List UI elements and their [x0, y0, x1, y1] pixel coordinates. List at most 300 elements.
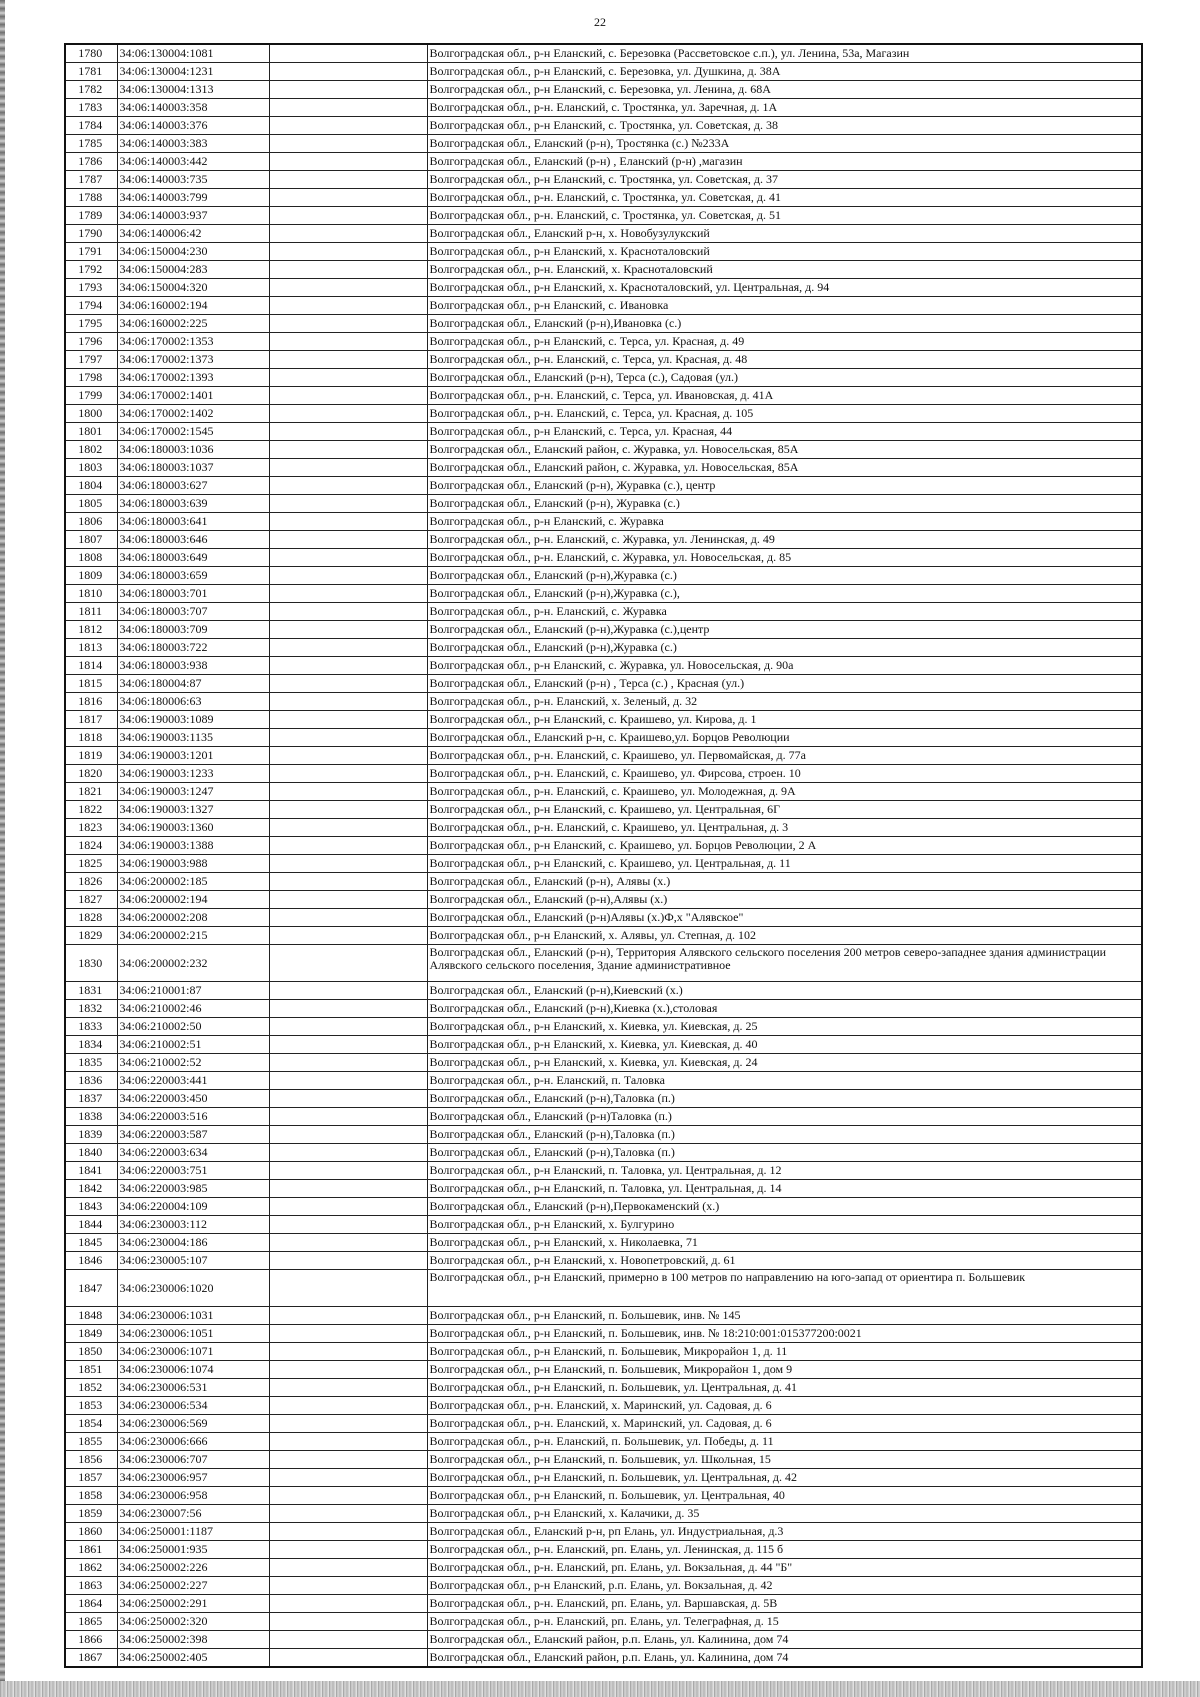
cadastral-number-cell: 34:06:230003:112	[117, 1216, 269, 1234]
table-row	[65, 1523, 1142, 1541]
cadastral-number-cell: 34:06:180003:701	[117, 585, 269, 603]
address-cell: Волгоградская обл., р-н Еланский, с. Тростянка, ул. Советская, д. 37	[427, 171, 1142, 189]
table-row	[65, 387, 1142, 405]
cadastral-number-cell: 34:06:230006:957	[117, 1469, 269, 1487]
row-number-cell: 1844	[65, 1216, 117, 1234]
table-row	[65, 639, 1142, 657]
address-cell: Волгоградская обл., р-н Еланский, п. Большевик, инв. № 145	[427, 1307, 1142, 1325]
cadastral-number-cell: 34:06:180003:1037	[117, 459, 269, 477]
row-number-cell: 1852	[65, 1379, 117, 1397]
blank-column-cell	[269, 1577, 427, 1595]
address-cell: Волгоградская обл., Еланский (р-н),Журавка (с.),	[427, 585, 1142, 603]
table-row	[65, 945, 1142, 982]
address-cell: Волгоградская обл., р-н. Еланский, с. Терса, ул. Ивановская, д. 41А	[427, 387, 1142, 405]
address-cell: Волгоградская обл., Еланский (р-н),Киевский (х.)	[427, 982, 1142, 1000]
cadastral-number-cell: 34:06:230006:1020	[117, 1270, 269, 1307]
cadastral-number-cell: 34:06:230006:531	[117, 1379, 269, 1397]
row-number-cell: 1822	[65, 801, 117, 819]
cadastral-number-cell: 34:06:160002:225	[117, 315, 269, 333]
table-row	[65, 1198, 1142, 1216]
row-number-cell: 1807	[65, 531, 117, 549]
blank-column-cell	[269, 1234, 427, 1252]
cadastral-number-cell: 34:06:200002:208	[117, 909, 269, 927]
table-row	[65, 1613, 1142, 1631]
row-number-cell: 1811	[65, 603, 117, 621]
address-cell: Волгоградская обл., р-н. Еланский, с. Тростянка, ул. Советская, д. 51	[427, 207, 1142, 225]
cadastral-number-cell: 34:06:130004:1231	[117, 63, 269, 81]
blank-column-cell	[269, 1108, 427, 1126]
blank-column-cell	[269, 1090, 427, 1108]
blank-column-cell	[269, 1036, 427, 1054]
table-row	[65, 873, 1142, 891]
row-number-cell: 1860	[65, 1523, 117, 1541]
address-cell: Волгоградская обл., р-н Еланский, х. Алявы, ул. Степная, д. 102	[427, 927, 1142, 945]
blank-column-cell	[269, 1415, 427, 1433]
address-cell: Волгоградская обл., р-н Еланский, п. Большевик, ул. Школьная, 15	[427, 1451, 1142, 1469]
blank-column-cell	[269, 909, 427, 927]
blank-column-cell	[269, 1397, 427, 1415]
row-number-cell: 1791	[65, 243, 117, 261]
row-number-cell: 1824	[65, 837, 117, 855]
blank-column-cell	[269, 99, 427, 117]
table-row	[65, 837, 1142, 855]
table-row	[65, 1126, 1142, 1144]
row-number-cell: 1836	[65, 1072, 117, 1090]
cadastral-number-cell: 34:06:170002:1402	[117, 405, 269, 423]
address-cell: Волгоградская обл., р-н. Еланский, с. Краишево, ул. Центральная, д. 3	[427, 819, 1142, 837]
address-cell: Волгоградская обл., р-н Еланский, с. Ивановка	[427, 297, 1142, 315]
table-row	[65, 657, 1142, 675]
address-cell: Волгоградская обл., р-н Еланский, п. Таловка, ул. Центральная, д. 14	[427, 1180, 1142, 1198]
row-number-cell: 1786	[65, 153, 117, 171]
address-cell: Волгоградская обл., р-н. Еланский, х. Зеленый, д. 32	[427, 693, 1142, 711]
blank-column-cell	[269, 621, 427, 639]
blank-column-cell	[269, 873, 427, 891]
row-number-cell: 1866	[65, 1631, 117, 1649]
table-row	[65, 1595, 1142, 1613]
table-row	[65, 675, 1142, 693]
address-cell: Волгоградская обл., р-н Еланский, с. Журавка	[427, 513, 1142, 531]
address-cell: Волгоградская обл., р-н Еланский, с. Журавка, ул. Новосельская, д. 90а	[427, 657, 1142, 675]
address-cell: Волгоградская обл., р-н Еланский, с. Березовка, ул. Душкина, д. 38А	[427, 63, 1142, 81]
table-row	[65, 1162, 1142, 1180]
address-cell: Волгоградская обл., Еланский (р-н), Тростянка (с.) №233А	[427, 135, 1142, 153]
address-cell: Волгоградская обл., Еланский (р-н) , Терса (с.) , Красная (ул.)	[427, 675, 1142, 693]
blank-column-cell	[269, 189, 427, 207]
cadastral-number-cell: 34:06:210001:87	[117, 982, 269, 1000]
table-row	[65, 369, 1142, 387]
cadastral-number-cell: 34:06:140003:383	[117, 135, 269, 153]
address-cell: Волгоградская обл., р-н. Еланский, с. Журавка	[427, 603, 1142, 621]
row-number-cell: 1783	[65, 99, 117, 117]
row-number-cell: 1862	[65, 1559, 117, 1577]
row-number-cell: 1864	[65, 1595, 117, 1613]
row-number-cell: 1849	[65, 1325, 117, 1343]
cadastral-number-cell: 34:06:210002:50	[117, 1018, 269, 1036]
row-number-cell: 1785	[65, 135, 117, 153]
row-number-cell: 1813	[65, 639, 117, 657]
row-number-cell: 1797	[65, 351, 117, 369]
cadastral-number-cell: 34:06:220004:109	[117, 1198, 269, 1216]
cadastral-number-cell: 34:06:140003:735	[117, 171, 269, 189]
cadastral-number-cell: 34:06:230005:107	[117, 1252, 269, 1270]
blank-column-cell	[269, 1613, 427, 1631]
address-cell: Волгоградская обл., Еланский район, р.п. Елань, ул. Калинина, дом 74	[427, 1649, 1142, 1668]
address-cell: Волгоградская обл., р-н Еланский, примерно в 100 метров по направлению на юго-запад от ориентира п. Большевик	[427, 1270, 1142, 1307]
blank-column-cell	[269, 1325, 427, 1343]
cadastral-number-cell: 34:06:180006:63	[117, 693, 269, 711]
table-row	[65, 1216, 1142, 1234]
address-cell: Волгоградская обл., Еланский (р-н)Таловка (п.)	[427, 1108, 1142, 1126]
address-cell: Волгоградская обл., р-н. Еланский, п. Большевик, ул. Победы, д. 11	[427, 1433, 1142, 1451]
row-number-cell: 1853	[65, 1397, 117, 1415]
row-number-cell: 1835	[65, 1054, 117, 1072]
address-cell: Волгоградская обл., р-н. Еланский, рп. Елань, ул. Ленинская, д. 115 б	[427, 1541, 1142, 1559]
row-number-cell: 1794	[65, 297, 117, 315]
blank-column-cell	[269, 693, 427, 711]
cadastral-number-cell: 34:06:230006:534	[117, 1397, 269, 1415]
address-cell: Волгоградская обл., р-н Еланский, х. Булгурино	[427, 1216, 1142, 1234]
row-number-cell: 1842	[65, 1180, 117, 1198]
row-number-cell: 1856	[65, 1451, 117, 1469]
address-cell: Волгоградская обл., Еланский р-н, с. Краишево,ул. Борцов Революции	[427, 729, 1142, 747]
cadastral-number-cell: 34:06:190003:1089	[117, 711, 269, 729]
table-row	[65, 1000, 1142, 1018]
address-cell: Волгоградская обл., р-н Еланский, п. Большевик, инв. № 18:210:001:015377200:0021	[427, 1325, 1142, 1343]
blank-column-cell	[269, 1343, 427, 1361]
table-row	[65, 1649, 1142, 1668]
cadastral-number-cell: 34:06:230006:1074	[117, 1361, 269, 1379]
blank-column-cell	[269, 513, 427, 531]
table-row	[65, 315, 1142, 333]
cadastral-number-cell: 34:06:180003:1036	[117, 441, 269, 459]
blank-column-cell	[269, 243, 427, 261]
blank-column-cell	[269, 531, 427, 549]
table-row	[65, 819, 1142, 837]
address-cell: Волгоградская обл., р-н Еланский, п. Большевик, ул. Центральная, д. 42	[427, 1469, 1142, 1487]
table-row	[65, 405, 1142, 423]
cadastral-number-cell: 34:06:220003:441	[117, 1072, 269, 1090]
blank-column-cell	[269, 135, 427, 153]
blank-column-cell	[269, 117, 427, 135]
cadastral-number-cell: 34:06:250002:227	[117, 1577, 269, 1595]
table-row	[65, 1325, 1142, 1343]
cadastral-number-cell: 34:06:220003:985	[117, 1180, 269, 1198]
table-row	[65, 153, 1142, 171]
table-row	[65, 585, 1142, 603]
blank-column-cell	[269, 801, 427, 819]
row-number-cell: 1851	[65, 1361, 117, 1379]
table-row	[65, 801, 1142, 819]
row-number-cell: 1809	[65, 567, 117, 585]
table-row	[65, 351, 1142, 369]
cadastral-number-cell: 34:06:140003:937	[117, 207, 269, 225]
table-row	[65, 693, 1142, 711]
row-number-cell: 1833	[65, 1018, 117, 1036]
cadastral-number-cell: 34:06:230006:707	[117, 1451, 269, 1469]
table-row	[65, 1234, 1142, 1252]
row-number-cell: 1826	[65, 873, 117, 891]
blank-column-cell	[269, 405, 427, 423]
row-number-cell: 1830	[65, 945, 117, 982]
blank-column-cell	[269, 567, 427, 585]
row-number-cell: 1802	[65, 441, 117, 459]
row-number-cell: 1843	[65, 1198, 117, 1216]
table-row	[65, 1361, 1142, 1379]
row-number-cell: 1819	[65, 747, 117, 765]
blank-column-cell	[269, 387, 427, 405]
cadastral-number-cell: 34:06:180003:627	[117, 477, 269, 495]
row-number-cell: 1808	[65, 549, 117, 567]
blank-column-cell	[269, 207, 427, 225]
blank-column-cell	[269, 1162, 427, 1180]
blank-column-cell	[269, 1505, 427, 1523]
row-number-cell: 1859	[65, 1505, 117, 1523]
row-number-cell: 1789	[65, 207, 117, 225]
blank-column-cell	[269, 1018, 427, 1036]
cadastral-number-cell: 34:06:150004:283	[117, 261, 269, 279]
address-cell: Волгоградская обл., Еланский район, с. Журавка, ул. Новосельская, 85А	[427, 441, 1142, 459]
row-number-cell: 1810	[65, 585, 117, 603]
address-cell: Волгоградская обл., Еланский (р-н), Терса (с.), Садовая (ул.)	[427, 369, 1142, 387]
table-row	[65, 459, 1142, 477]
row-number-cell: 1855	[65, 1433, 117, 1451]
cadastral-number-cell: 34:06:140003:442	[117, 153, 269, 171]
table-row	[65, 81, 1142, 99]
table-row	[65, 549, 1142, 567]
table-row	[65, 982, 1142, 1000]
address-cell: Волгоградская обл., р-н. Еланский, с. Журавка, ул. Новосельская, д. 85	[427, 549, 1142, 567]
row-number-cell: 1821	[65, 783, 117, 801]
table-row	[65, 1252, 1142, 1270]
address-cell: Волгоградская обл., р-н. Еланский, с. Терса, ул. Красная, д. 105	[427, 405, 1142, 423]
address-cell: Волгоградская обл., р-н Еланский, п. Большевик, Микрорайон 1, дом 9	[427, 1361, 1142, 1379]
cadastral-number-cell: 34:06:230006:569	[117, 1415, 269, 1433]
address-cell: Волгоградская обл., Еланский (р-н),Первокаменский (х.)	[427, 1198, 1142, 1216]
table-row	[65, 1054, 1142, 1072]
blank-column-cell	[269, 675, 427, 693]
blank-column-cell	[269, 1126, 427, 1144]
table-row	[65, 1379, 1142, 1397]
blank-column-cell	[269, 1252, 427, 1270]
cadastral-number-cell: 34:06:220003:516	[117, 1108, 269, 1126]
address-cell: Волгоградская обл., Еланский (р-н), Территория Алявского сельского поселения 200 метров северо-западнее здания администрации Алявского сельского поселения, Здание административное	[427, 945, 1142, 982]
table-row	[65, 477, 1142, 495]
blank-column-cell	[269, 657, 427, 675]
cadastral-number-cell: 34:06:190003:1360	[117, 819, 269, 837]
cadastral-number-cell: 34:06:250001:935	[117, 1541, 269, 1559]
cadastral-number-cell: 34:06:230004:186	[117, 1234, 269, 1252]
row-number-cell: 1784	[65, 117, 117, 135]
table-row	[65, 1144, 1142, 1162]
address-cell: Волгоградская обл., р-н Еланский, х. Киевка, ул. Киевская, д. 25	[427, 1018, 1142, 1036]
address-cell: Волгоградская обл., р-н Еланский, с. Краишево, ул. Центральная, 6Г	[427, 801, 1142, 819]
blank-column-cell	[269, 477, 427, 495]
row-number-cell: 1827	[65, 891, 117, 909]
cadastral-number-cell: 34:06:220003:450	[117, 1090, 269, 1108]
row-number-cell: 1814	[65, 657, 117, 675]
address-cell: Волгоградская обл., р-н. Еланский, с. Тростянка, ул. Заречная, д. 1А	[427, 99, 1142, 117]
table-row	[65, 243, 1142, 261]
row-number-cell: 1787	[65, 171, 117, 189]
address-cell: Волгоградская обл., Еланский (р-н),Таловка (п.)	[427, 1090, 1142, 1108]
blank-column-cell	[269, 1198, 427, 1216]
row-number-cell: 1861	[65, 1541, 117, 1559]
cadastral-number-cell: 34:06:190003:988	[117, 855, 269, 873]
blank-column-cell	[269, 315, 427, 333]
blank-column-cell	[269, 153, 427, 171]
address-cell: Волгоградская обл., р-н Еланский, п. Большевик, ул. Центральная, 40	[427, 1487, 1142, 1505]
scan-bottom-edge	[0, 1681, 1200, 1697]
row-number-cell: 1800	[65, 405, 117, 423]
address-cell: Волгоградская обл., Еланский (р-н)Алявы (х.)Ф,х "Алявское"	[427, 909, 1142, 927]
row-number-cell: 1834	[65, 1036, 117, 1054]
blank-column-cell	[269, 459, 427, 477]
row-number-cell: 1815	[65, 675, 117, 693]
address-cell: Волгоградская обл., Еланский район, с. Журавка, ул. Новосельская, 85А	[427, 459, 1142, 477]
cadastral-number-cell: 34:06:220003:587	[117, 1126, 269, 1144]
blank-column-cell	[269, 441, 427, 459]
address-cell: Волгоградская обл., р-н. Еланский, с. Терса, ул. Красная, д. 48	[427, 351, 1142, 369]
table-row	[65, 189, 1142, 207]
row-number-cell: 1801	[65, 423, 117, 441]
address-cell: Волгоградская обл., Еланский р-н, х. Новобузулукский	[427, 225, 1142, 243]
cadastral-number-cell: 34:06:180004:87	[117, 675, 269, 693]
cadastral-number-cell: 34:06:230006:1071	[117, 1343, 269, 1361]
cadastral-number-cell: 34:06:220003:751	[117, 1162, 269, 1180]
cadastral-number-cell: 34:06:200002:215	[117, 927, 269, 945]
blank-column-cell	[269, 837, 427, 855]
table-row	[65, 1090, 1142, 1108]
row-number-cell: 1838	[65, 1108, 117, 1126]
blank-column-cell	[269, 81, 427, 99]
table-row	[65, 297, 1142, 315]
address-cell: Волгоградская обл., р-н. Еланский, с. Краишево, ул. Фирсова, строен. 10	[427, 765, 1142, 783]
row-number-cell: 1782	[65, 81, 117, 99]
address-cell: Волгоградская обл., Еланский (р-н), Журавка (с.)	[427, 495, 1142, 513]
row-number-cell: 1847	[65, 1270, 117, 1307]
table-row	[65, 1469, 1142, 1487]
cadastral-number-cell: 34:06:130004:1313	[117, 81, 269, 99]
table-row	[65, 423, 1142, 441]
row-number-cell: 1799	[65, 387, 117, 405]
blank-column-cell	[269, 261, 427, 279]
address-cell: Волгоградская обл., р-н Еланский, с. Терса, ул. Красная, 44	[427, 423, 1142, 441]
cadastral-number-cell: 34:06:180003:709	[117, 621, 269, 639]
address-cell: Волгоградская обл., р-н Еланский, х. Калачики, д. 35	[427, 1505, 1142, 1523]
table-row	[65, 1397, 1142, 1415]
blank-column-cell	[269, 747, 427, 765]
blank-column-cell	[269, 369, 427, 387]
address-cell: Волгоградская обл., р-н. Еланский, рп. Елань, ул. Варшавская, д. 5В	[427, 1595, 1142, 1613]
blank-column-cell	[269, 44, 427, 63]
address-cell: Волгоградская обл., р-н Еланский, х. Новопетровский, д. 61	[427, 1252, 1142, 1270]
address-cell: Волгоградская обл., р-н Еланский, п. Большевик, Микрорайон 1, д. 11	[427, 1343, 1142, 1361]
cadastral-number-cell: 34:06:210002:46	[117, 1000, 269, 1018]
blank-column-cell	[269, 1631, 427, 1649]
table-row	[65, 117, 1142, 135]
blank-column-cell	[269, 63, 427, 81]
table-row	[65, 225, 1142, 243]
table-row	[65, 441, 1142, 459]
row-number-cell: 1829	[65, 927, 117, 945]
address-cell: Волгоградская обл., Еланский (р-н),Таловка (п.)	[427, 1144, 1142, 1162]
blank-column-cell	[269, 1451, 427, 1469]
address-cell: Волгоградская обл., р-н Еланский, с. Березовка (Рассветовское с.п.), ул. Ленина, 53а, Магазин	[427, 44, 1142, 63]
address-cell: Волгоградская обл., Еланский (р-н), Журавка (с.), центр	[427, 477, 1142, 495]
blank-column-cell	[269, 1072, 427, 1090]
blank-column-cell	[269, 423, 427, 441]
address-cell: Волгоградская обл., Еланский (р-н),Киевка (х.),столовая	[427, 1000, 1142, 1018]
row-number-cell: 1865	[65, 1613, 117, 1631]
cadastral-number-cell: 34:06:190003:1388	[117, 837, 269, 855]
row-number-cell: 1803	[65, 459, 117, 477]
row-number-cell: 1845	[65, 1234, 117, 1252]
row-number-cell: 1792	[65, 261, 117, 279]
address-cell: Волгоградская обл., р-н Еланский, х. Красноталовский, ул. Центральная, д. 94	[427, 279, 1142, 297]
address-cell: Волгоградская обл., р-н. Еланский, с. Краишево, ул. Молодежная, д. 9А	[427, 783, 1142, 801]
row-number-cell: 1817	[65, 711, 117, 729]
blank-column-cell	[269, 783, 427, 801]
table-row	[65, 1577, 1142, 1595]
table-row	[65, 207, 1142, 225]
blank-column-cell	[269, 1361, 427, 1379]
address-cell: Волгоградская обл., Еланский (р-н), Алявы (х.)	[427, 873, 1142, 891]
cadastral-number-cell: 34:06:150004:230	[117, 243, 269, 261]
row-number-cell: 1848	[65, 1307, 117, 1325]
cadastral-number-cell: 34:06:210002:51	[117, 1036, 269, 1054]
table-row	[65, 1108, 1142, 1126]
row-number-cell: 1863	[65, 1577, 117, 1595]
address-cell: Волгоградская обл., р-н. Еланский, рп. Елань, ул. Телеграфная, д. 15	[427, 1613, 1142, 1631]
row-number-cell: 1832	[65, 1000, 117, 1018]
blank-column-cell	[269, 1649, 427, 1668]
row-number-cell: 1850	[65, 1343, 117, 1361]
address-cell: Волгоградская обл., р-н Еланский, п. Большевик, ул. Центральная, д. 41	[427, 1379, 1142, 1397]
table-row	[65, 711, 1142, 729]
cadastral-number-cell: 34:06:140003:799	[117, 189, 269, 207]
cadastral-number-cell: 34:06:230006:1031	[117, 1307, 269, 1325]
blank-column-cell	[269, 297, 427, 315]
row-number-cell: 1841	[65, 1162, 117, 1180]
table-row	[65, 729, 1142, 747]
scan-left-edge	[0, 0, 5, 1697]
cadastral-number-cell: 34:06:140003:358	[117, 99, 269, 117]
cadastral-number-cell: 34:06:190003:1327	[117, 801, 269, 819]
table-row	[65, 621, 1142, 639]
address-cell: Волгоградская обл., р-н Еланский, с. Краишево, ул. Центральная, д. 11	[427, 855, 1142, 873]
page-number: 22	[594, 15, 606, 29]
address-cell: Волгоградская обл., р-н Еланский, с. Терса, ул. Красная, д. 49	[427, 333, 1142, 351]
row-number-cell: 1790	[65, 225, 117, 243]
cadastral-number-cell: 34:06:150004:320	[117, 279, 269, 297]
property-registry-table	[64, 43, 1143, 1668]
table-row	[65, 1415, 1142, 1433]
cadastral-number-cell: 34:06:200002:185	[117, 873, 269, 891]
address-cell: Волгоградская обл., р-н. Еланский, с. Краишево, ул. Первомайская, д. 77а	[427, 747, 1142, 765]
cadastral-number-cell: 34:06:170002:1353	[117, 333, 269, 351]
row-number-cell: 1798	[65, 369, 117, 387]
blank-column-cell	[269, 927, 427, 945]
row-number-cell: 1812	[65, 621, 117, 639]
row-number-cell: 1823	[65, 819, 117, 837]
cadastral-number-cell: 34:06:160002:194	[117, 297, 269, 315]
blank-column-cell	[269, 1270, 427, 1307]
table-row	[65, 261, 1142, 279]
cadastral-number-cell: 34:06:170002:1401	[117, 387, 269, 405]
row-number-cell: 1781	[65, 63, 117, 81]
blank-column-cell	[269, 1307, 427, 1325]
